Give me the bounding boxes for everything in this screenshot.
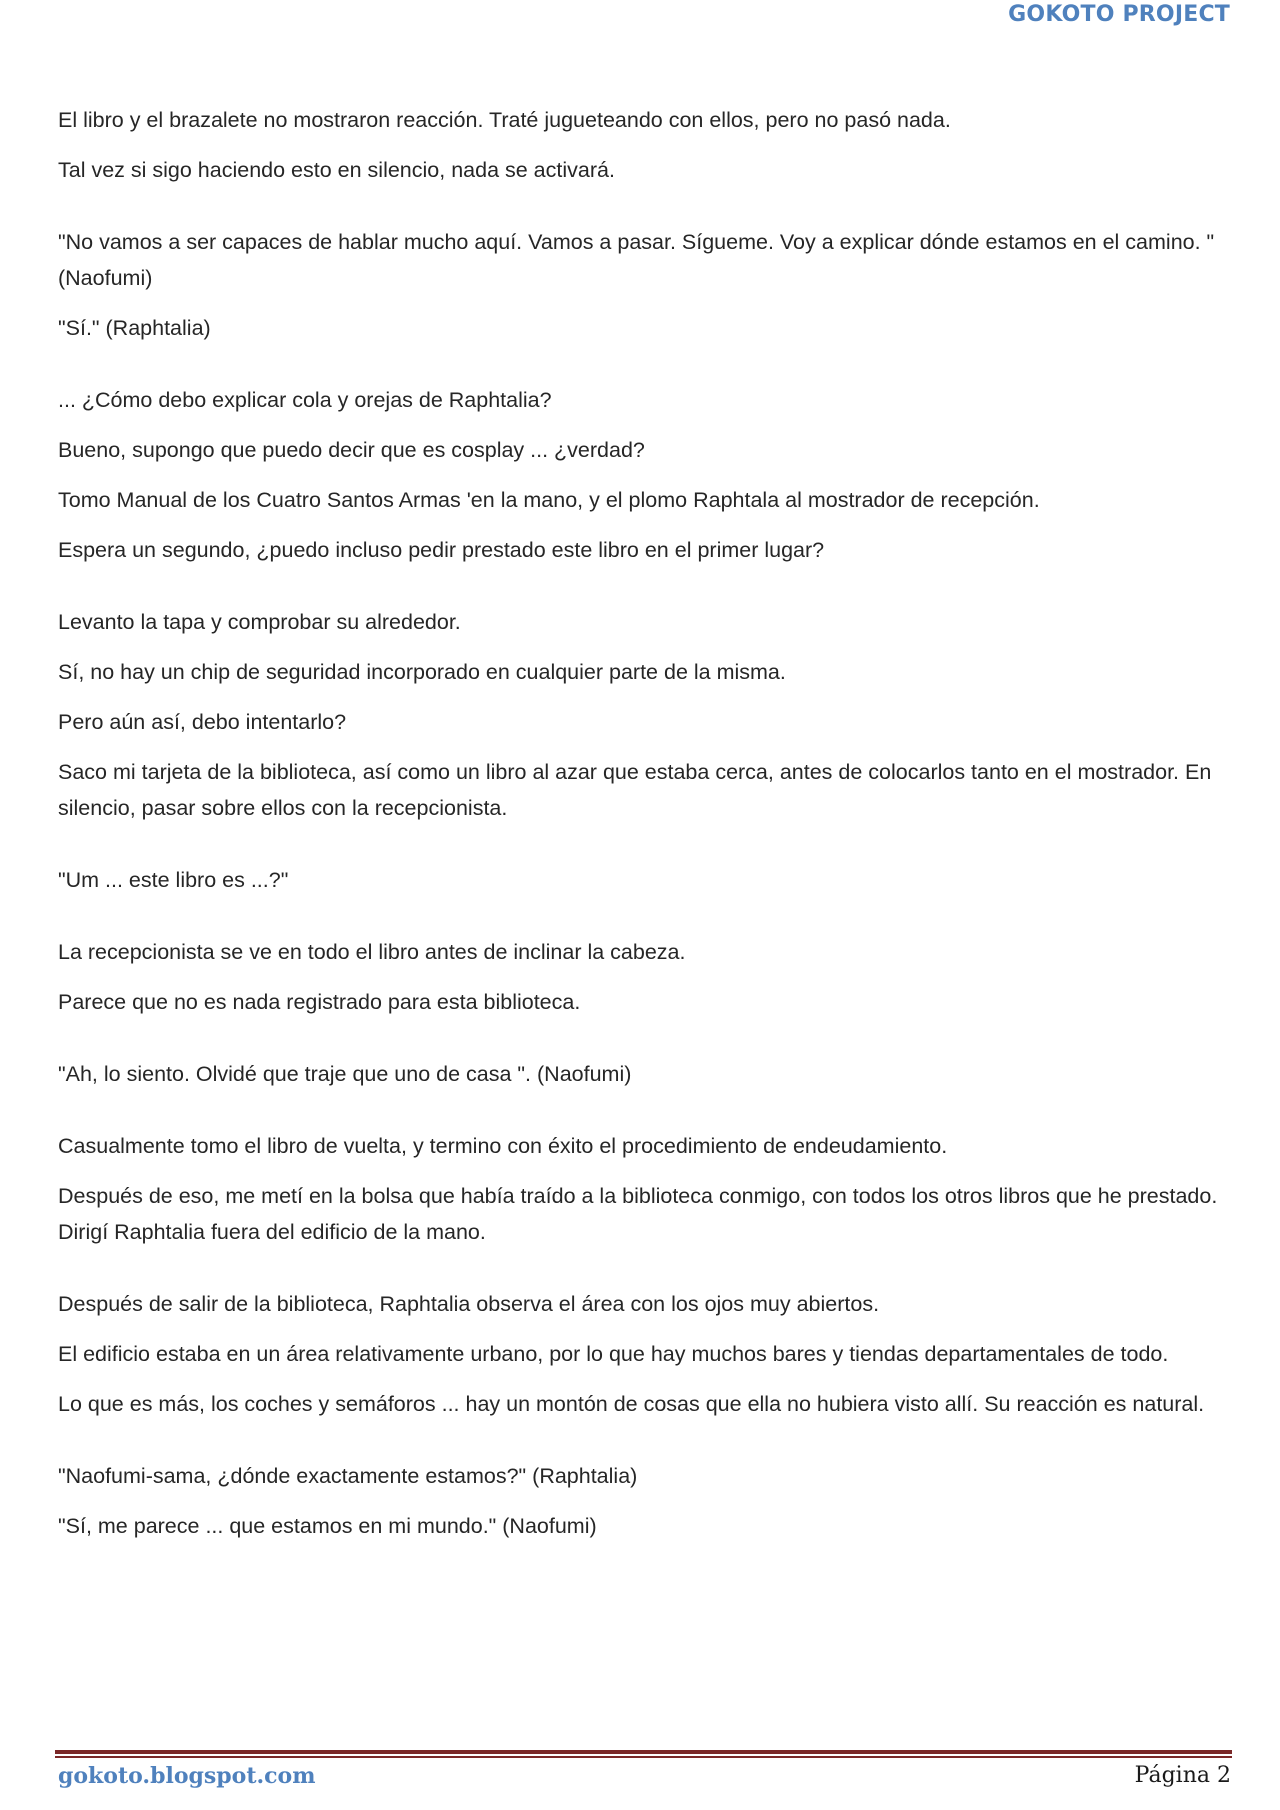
paragraph: Después de eso, me metí en la bolsa que había traído a la biblioteca conmigo, con todos los otros libros que he prestado. Dirigí Raphtalia fuera del edificio de la mano. (58, 1184, 1218, 1244)
paragraph: "Sí, me parece ... que estamos en mi mundo." (Naofumi) (58, 1514, 597, 1538)
paragraph: Levanto la tapa y comprobar su alrededor. (58, 610, 461, 634)
paragraph: Después de salir de la biblioteca, Raphtalia observa el área con los ojos muy abiertos. (58, 1292, 880, 1316)
header-brand: GOKOTO PROJECT (1008, 2, 1230, 27)
paragraph: Espera un segundo, ¿puedo incluso pedir prestado este libro en el primer lugar? (58, 538, 825, 562)
paragraph: "Ah, lo siento. Olvidé que traje que uno de casa ". (Naofumi) (58, 1062, 632, 1086)
paragraph: Tomo Manual de los Cuatro Santos Armas 'en la mano, y el plomo Raphtala al mostrador de recepción. (58, 488, 1040, 512)
paragraph: Sí, no hay un chip de seguridad incorporado en cualquier parte de la misma. (58, 660, 786, 684)
paragraph: La recepcionista se ve en todo el libro antes de inclinar la cabeza. (58, 940, 686, 964)
paragraph: Parece que no es nada registrado para esta biblioteca. (58, 990, 581, 1014)
page-number: Página 2 (1134, 1763, 1231, 1788)
paragraph: Saco mi tarjeta de la biblioteca, así como un libro al azar que estaba cerca, antes de colocarlos tanto en el mostrador. En silencio, pasar sobre ellos con la recepcionista. (58, 760, 1212, 820)
paragraph: El libro y el brazalete no mostraron reacción. Traté jugueteando con ellos, pero no pasó nada. (58, 108, 951, 132)
paragraph: Casualmente tomo el libro de vuelta, y termino con éxito el procedimiento de endeudamiento. (58, 1134, 948, 1158)
paragraph: Pero aún así, debo intentarlo? (58, 710, 347, 734)
footer-divider (55, 1750, 1232, 1758)
paragraph: "Um ... este libro es ...?" (58, 868, 289, 892)
paragraph: "No vamos a ser capaces de hablar mucho aquí. Vamos a pasar. Sígueme. Voy a explicar dónde estamos en el camino. "(Naofumi) (58, 230, 1215, 290)
paragraph: Bueno, supongo que puedo decir que es cosplay ... ¿verdad? (58, 438, 645, 462)
document-body (58, 102, 1228, 1558)
footer-blog-link[interactable]: gokoto.blogspot.com (58, 1763, 316, 1789)
paragraph: "Sí." (Raphtalia) (58, 316, 211, 340)
paragraph: Lo que es más, los coches y semáforos ... hay un montón de cosas que ella no hubiera visto allí. Su reacción es natural. (58, 1392, 1205, 1416)
paragraph: "Naofumi-sama, ¿dónde exactamente estamos?" (Raphtalia) (58, 1464, 638, 1488)
paragraph: ... ¿Cómo debo explicar cola y orejas de Raphtalia? (58, 388, 552, 412)
paragraph: El edificio estaba en un área relativamente urbano, por lo que hay muchos bares y tiendas departamentales de todo. (58, 1342, 1169, 1366)
paragraph: Tal vez si sigo haciendo esto en silencio, nada se activará. (58, 158, 615, 182)
